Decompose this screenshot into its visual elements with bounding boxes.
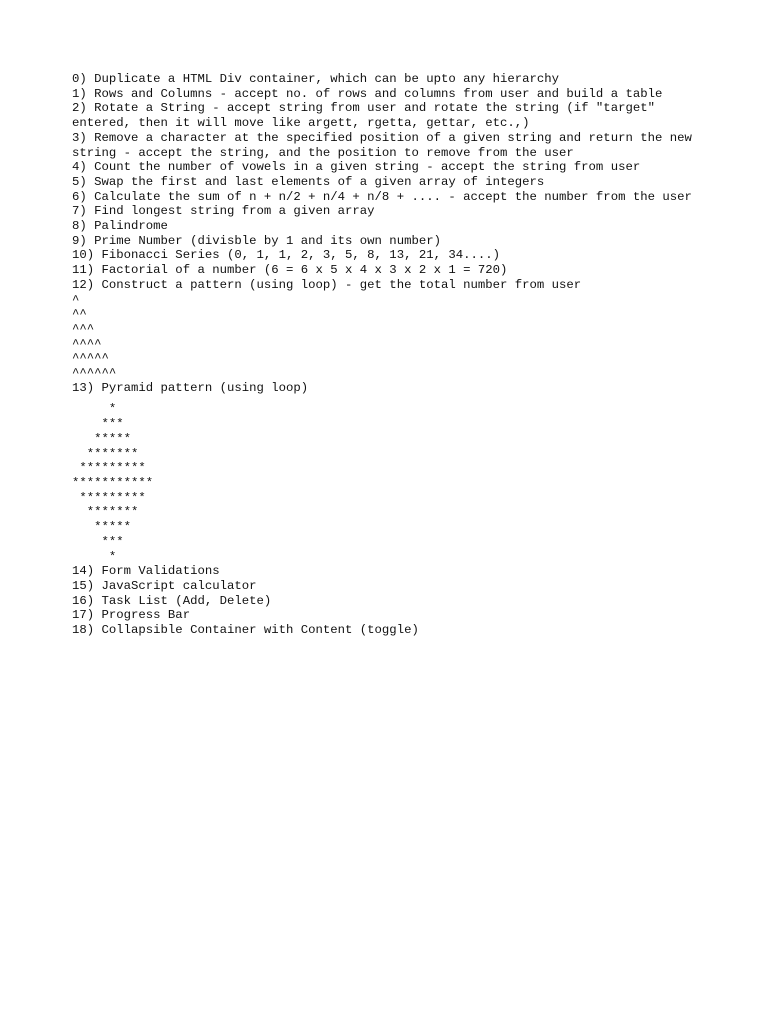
task-line-1: 1) Rows and Columns - accept no. of rows and columns from user and build a table [72,86,663,101]
document-body [72,72,700,638]
caret-pattern-row: ^^^^ [72,336,102,351]
caret-pattern-row: ^ [72,292,80,307]
task-line-10: 10) Fibonacci Series (0, 1, 1, 2, 3, 5, 8, 13, 21, 34....) [72,248,501,263]
task-line-5: 5) Swap the first and last elements of a given array of integers [72,174,545,189]
pyramid-row: ***** [72,431,132,446]
task-line-15: 15) JavaScript calculator [72,578,257,593]
caret-pattern-row: ^^^^^ [72,351,109,366]
pyramid-row: * [72,549,117,564]
spacer [72,395,696,402]
pyramid-row: * [72,402,117,417]
task-line-6: 6) Calculate the sum of n + n/2 + n/4 + n/8 + .... - accept the number from the user [72,189,692,204]
pyramid-pattern [72,402,696,564]
task-line-4: 4) Count the number of vowels in a given string - accept the string from user [72,160,641,175]
task-line-9: 9) Prime Number (divisble by 1 and its own number) [72,233,441,248]
task-line-7: 7) Find longest string from a given array [72,204,375,219]
task-line-16: 16) Task List (Add, Delete) [72,593,272,608]
pyramid-row: *********** [72,475,154,490]
caret-pattern-row: ^^ [72,307,87,322]
caret-pattern-row: ^^^^^^ [72,366,117,381]
task-line-13: 13) Pyramid pattern (using loop) [72,380,309,395]
task-line-14: 14) Form Validations [72,564,220,579]
pyramid-row: ********* [72,461,146,476]
pyramid-row: ******* [72,505,139,520]
caret-pattern-row: ^^^ [72,321,95,336]
task-line-0: 0) Duplicate a HTML Div container, which can be upto any hierarchy [72,72,560,86]
pyramid-row: *** [72,534,124,549]
task-line-2: 2) Rotate a String - accept string from user and rotate the string (if "target" entered, then it will move like argett, rgetta, gettar, etc.,) [72,101,663,131]
pyramid-row: ***** [72,520,132,535]
task-line-8: 8) Palindrome [72,219,168,234]
pyramid-row: ******* [72,446,139,461]
task-line-18: 18) Collapsible Container with Content (toggle) [72,623,419,638]
task-line-12: 12) Construct a pattern (using loop) - get the total number from user [72,277,582,292]
task-line-17: 17) Progress Bar [72,608,191,623]
task-line-3: 3) Remove a character at the specified position of a given string and return the new string - accept the string, and the position to remove from the user [72,130,700,160]
pyramid-row: ********* [72,490,146,505]
task-line-11: 11) Factorial of a number (6 = 6 x 5 x 4 x 3 x 2 x 1 = 720) [72,263,508,278]
pyramid-row: *** [72,417,124,432]
